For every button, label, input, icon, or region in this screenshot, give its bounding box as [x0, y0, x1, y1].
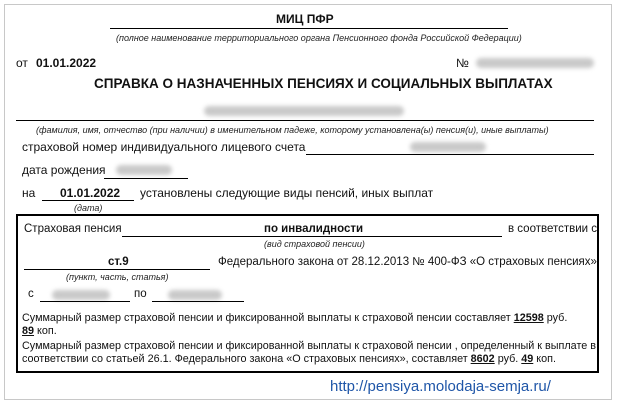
sum2-kop-label: коп. — [536, 353, 556, 365]
pension-type-caption: (вид страховой пенсии) — [264, 239, 365, 249]
period-from-underline — [40, 301, 130, 302]
snils-underline — [306, 154, 594, 155]
fullname-caption: (фамилия, имя, отчество (при наличии) в именительном падеже, которому установлена(ы) пенсия(и), иные выплаты) — [36, 125, 549, 135]
established-date: 01.01.2022 — [60, 186, 121, 200]
birth-label: дата рождения — [22, 163, 106, 177]
sum1-kop-label: коп. — [37, 325, 57, 337]
number-prefix: № — [456, 56, 469, 70]
fullname-underline — [16, 120, 594, 121]
redacted-period-to — [168, 290, 222, 300]
birth-underline — [104, 178, 188, 179]
pension-type-underline — [122, 236, 502, 237]
org-underline — [110, 28, 508, 29]
article-caption: (пункт, часть, статья) — [66, 272, 169, 282]
redacted-snils — [410, 142, 486, 152]
article-value: ст.9 — [108, 256, 129, 268]
sum2-rub: 8602 — [470, 353, 495, 365]
period-to-underline — [152, 301, 244, 302]
sum2-line2 — [22, 353, 556, 365]
redacted-period-from — [52, 290, 110, 300]
watermark-url: http://pensiya.molodaja-semja.ru/ — [330, 378, 551, 395]
period-to-label: по — [134, 288, 147, 300]
date-prefix: от — [16, 56, 28, 70]
sum2-line1: Суммарный размер страховой пенсии и фиксированной выплаты к страховой пенсии , определенный к выплате в — [22, 340, 597, 352]
redacted-fullname — [204, 106, 404, 116]
document-title: СПРАВКА О НАЗНАЧЕННЫХ ПЕНСИЯХ И СОЦИАЛЬНЫХ ВЫПЛАТАХ — [94, 76, 553, 91]
established-date-underline — [42, 200, 134, 201]
pension-type-value: по инвалидности — [264, 223, 364, 235]
sum1-rub-label: руб. — [546, 312, 568, 324]
pension-type-suffix: в соответствии с — [508, 223, 598, 235]
sum1-rub: 12598 — [513, 312, 544, 324]
sum2-text: соответствии со статьей 26.1. Федерального закона «О страховых пенсиях», составляет — [22, 353, 468, 365]
established-suffix: установлены следующие виды пенсий, иных выплат — [140, 186, 434, 200]
sum2-kop: 49 — [521, 353, 534, 365]
org-title: МИЦ ПФР — [276, 12, 334, 26]
document-date: 01.01.2022 — [36, 56, 97, 70]
pension-type-label: Страховая пенсия — [24, 223, 122, 235]
sum1-kop-line — [22, 325, 57, 337]
established-prefix: на — [22, 186, 36, 200]
sum1-kop: 89 — [22, 325, 35, 337]
law-text: Федерального закона от 28.12.2013 № 400-ФЗ «О страховых пенсиях» — [218, 256, 597, 268]
sum1-line — [22, 312, 567, 324]
sum2-rub-label: руб. — [497, 353, 519, 365]
period-from-label: с — [28, 288, 34, 300]
sum1-text: Суммарный размер страховой пенсии и фиксированной выплаты к страховой пенсии составляет — [22, 312, 511, 324]
established-date-caption: (дата) — [74, 203, 103, 213]
redacted-number — [476, 58, 594, 68]
org-caption: (полное наименование территориального органа Пенсионного фонда Российской Федерации) — [116, 33, 522, 43]
article-underline — [24, 269, 210, 270]
redacted-birthdate — [116, 165, 172, 175]
snils-label: страховой номер индивидуального лицевого счета — [22, 140, 306, 154]
